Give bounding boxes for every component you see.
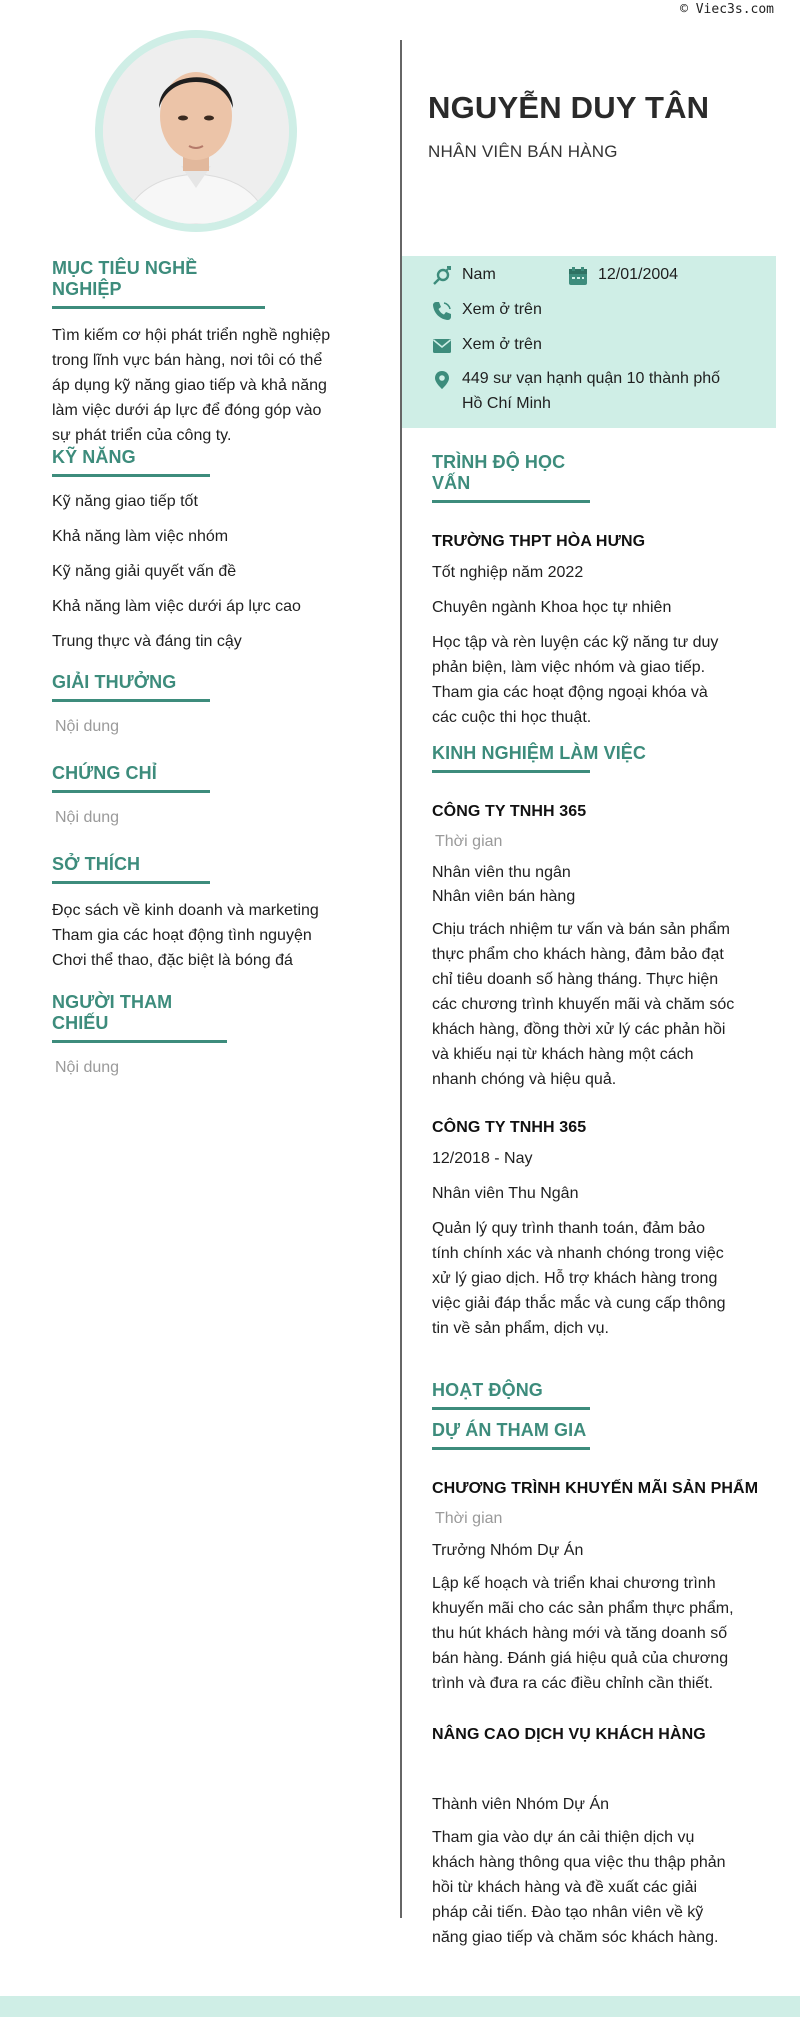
objective-heading: MỤC TIÊU NGHỀ NGHIỆP [52, 258, 265, 309]
job-description [432, 917, 734, 1092]
objective-text [52, 323, 352, 448]
project-description [432, 1571, 758, 1696]
profile-photo-illustration [103, 38, 289, 224]
address-line: Hồ Chí Minh [462, 395, 551, 412]
project-line: pháp cải tiến. Đào tạo nhân viên về kỹ [432, 1904, 704, 1921]
objective-section [52, 258, 352, 448]
calendar-icon [568, 266, 588, 286]
job-line: Quản lý quy trình thanh toán, đảm bảo [432, 1220, 706, 1237]
phone-icon [432, 301, 452, 321]
contact-panel [402, 256, 776, 428]
project-line: khuyến mãi cho các sản phẩm thực phẩm, [432, 1600, 734, 1617]
profile-photo [103, 38, 289, 224]
job-line: thực phẩm cho khách hàng, đảm bảo đạt [432, 946, 724, 963]
objective-line: sự phát triển của công ty. [52, 427, 232, 444]
education-heading: TRÌNH ĐỘ HỌC VẤN [432, 452, 590, 503]
activities-section [432, 1380, 590, 1410]
major: Chuyên ngành Khoa học tự nhiên [432, 599, 672, 616]
header [428, 90, 709, 162]
projects-section [432, 1420, 758, 1950]
project-line: hồi từ khách hàng và đề xuất các giải [432, 1879, 698, 1896]
hobby-item: Chơi thể thao, đặc biệt là bóng đá [52, 952, 293, 969]
job-company: CÔNG TY TNHH 365 [432, 1119, 587, 1136]
project-line: bán hàng. Đánh giá hiệu quả của chương [432, 1650, 729, 1667]
job-line: nhanh chóng và hiệu quả. [432, 1071, 617, 1088]
objective-line: áp dụng kỹ năng giao tiếp và khả năng [52, 377, 327, 394]
contact-address [432, 370, 720, 416]
project-name: NÂNG CAO DỊCH VỤ KHÁCH HÀNG [432, 1726, 706, 1743]
job-line: khách hàng, đồng thời xử lý các phản hồi [432, 1021, 726, 1038]
school-name: TRƯỜNG THPT HÒA HƯNG [432, 533, 646, 550]
job-line: xử lý giao dịch. Hỗ trợ khách hàng trong [432, 1270, 718, 1287]
hobby-item: Đọc sách về kinh doanh và marketing [52, 902, 319, 919]
skills-list [52, 492, 301, 652]
objective-line: Tìm kiếm cơ hội phát triển nghề nghiệp [52, 327, 331, 344]
project-line: khách hàng thông qua việc thu thập phản [432, 1854, 726, 1871]
job-line: tính chính xác và nhanh chóng trong việc [432, 1245, 724, 1262]
job-title: NHÂN VIÊN BÁN HÀNG [428, 142, 618, 161]
email-value: Xem ở trên [462, 336, 542, 353]
references-heading: NGƯỜI THAM CHIẾU [52, 992, 227, 1043]
job-time: 12/2018 - Nay [432, 1150, 533, 1167]
projects-heading: DỰ ÁN THAM GIA [432, 1420, 590, 1450]
project-line: Lập kế hoạch và triển khai chương trình [432, 1575, 716, 1592]
certificates-section [52, 763, 210, 827]
project-role: Trưởng Nhóm Dự Án [432, 1542, 584, 1559]
job-line: chỉ tiêu doanh số hàng tháng. Thực hiện [432, 971, 719, 988]
job-position: Nhân viên thu ngân [432, 864, 571, 881]
job-company: CÔNG TY TNHH 365 [432, 803, 587, 820]
contact-birthdate [568, 266, 678, 286]
references-content: Nội dung [55, 1059, 120, 1076]
job-line: và khiếu nại từ khách hàng một cách [432, 1046, 694, 1063]
email-icon [432, 336, 452, 356]
skills-section [52, 447, 301, 652]
skills-heading: KỸ NĂNG [52, 447, 210, 477]
graduation-year: Tốt nghiệp năm 2022 [432, 564, 584, 581]
certificates-heading: CHỨNG CHỈ [52, 763, 210, 793]
education-line: các cuộc thi học thuật. [432, 709, 592, 726]
project-line: thu hút khách hàng mới và tăng doanh số [432, 1625, 728, 1642]
certificates-content: Nội dung [55, 809, 120, 826]
awards-section [52, 672, 210, 736]
job-line: các chương trình khuyến mãi và chăm sóc [432, 996, 735, 1013]
education-section [432, 452, 718, 730]
hobbies-section [52, 854, 319, 973]
job-line: việc giải đáp thắc mắc và cung cấp thông [432, 1295, 726, 1312]
footer-copyright: © Viec3s.com [680, 2, 774, 17]
experience-section [432, 743, 734, 1341]
job-time: Thời gian [435, 833, 503, 850]
gender-icon [432, 266, 452, 286]
address-text [462, 366, 720, 416]
objective-line: làm việc dưới áp lực để đóng góp vào [52, 402, 322, 419]
skill-item: Trung thực và đáng tin cậy [52, 633, 242, 650]
job-description [432, 1216, 734, 1341]
birthdate-value: 12/01/2004 [598, 266, 679, 283]
education-description [432, 630, 718, 730]
project-line: năng giao tiếp và chăm sóc khách hàng. [432, 1929, 719, 1946]
project-line: Tham gia vào dự án cải thiện dịch vụ [432, 1829, 695, 1846]
skill-item: Khả năng làm việc nhóm [52, 528, 229, 545]
job-positions [432, 861, 734, 909]
full-name: NGUYỄN DUY TÂN [428, 90, 710, 125]
skill-item: Khả năng làm việc dưới áp lực cao [52, 598, 301, 615]
project-description [432, 1825, 758, 1950]
hobbies-list [52, 898, 319, 973]
skill-item: Kỹ năng giao tiếp tốt [52, 493, 198, 510]
objective-line: trong lĩnh vực bán hàng, nơi tôi có thể [52, 352, 323, 369]
job-position: Nhân viên bán hàng [432, 888, 576, 905]
avatar [95, 30, 297, 232]
contact-gender [432, 266, 496, 286]
education-line: Học tập và rèn luyện các kỹ năng tư duy [432, 634, 719, 651]
contact-phone [432, 301, 542, 321]
footer-bar [0, 1996, 800, 2017]
contact-email [432, 336, 542, 356]
job-line: Chịu trách nhiệm tư vấn và bán sản phẩm [432, 921, 730, 938]
project-time: Thời gian [435, 1510, 503, 1527]
education-line: Tham gia các hoạt động ngoại khóa và [432, 684, 708, 701]
skill-item: Kỹ năng giải quyết vấn đề [52, 563, 237, 580]
address-line: 449 sư vạn hạnh quận 10 thành phố [462, 370, 721, 387]
hobbies-heading: SỞ THÍCH [52, 854, 210, 884]
experience-heading: KINH NGHIỆM LÀM VIỆC [432, 743, 590, 773]
project-line: trình và đưa ra các điều chỉnh cần thiết. [432, 1675, 714, 1692]
job-position: Nhân viên Thu Ngân [432, 1185, 579, 1202]
education-line: phản biện, làm việc nhóm và giao tiếp. [432, 659, 706, 676]
job-line: tin về sản phẩm, dịch vụ. [432, 1320, 609, 1337]
awards-heading: GIẢI THƯỞNG [52, 672, 210, 702]
location-icon [432, 370, 452, 390]
project-role: Thành viên Nhóm Dự Án [432, 1796, 610, 1813]
phone-value: Xem ở trên [462, 301, 542, 318]
awards-content: Nội dung [55, 718, 120, 735]
gender-value: Nam [462, 266, 496, 283]
references-section [52, 992, 227, 1077]
hobby-item: Tham gia các hoạt động tình nguyện [52, 927, 312, 944]
activities-heading: HOẠT ĐỘNG [432, 1380, 590, 1410]
project-name: CHƯƠNG TRÌNH KHUYẾN MÃI SẢN PHẨM [432, 1480, 759, 1497]
